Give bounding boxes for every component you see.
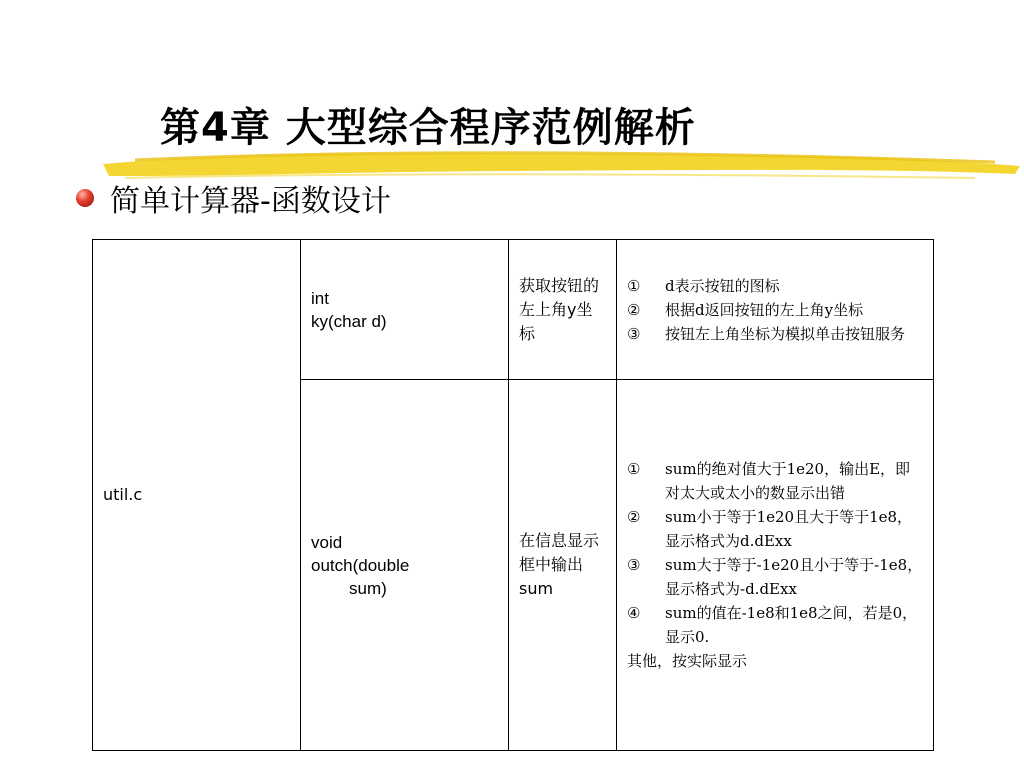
function-signature: outch(double — [311, 555, 410, 575]
item-text: 根据d返回按钮的左上角y坐标 — [665, 300, 864, 319]
purpose-cell — [509, 380, 617, 751]
item-number: ② — [627, 300, 641, 319]
subtitle: 简单计算器-函数设计 — [110, 184, 391, 219]
function-cell — [301, 380, 509, 751]
item-text: sum大于等于-1e20且小于等于-1e8，显示格式为-d.dExx — [665, 556, 923, 598]
list-item — [627, 505, 925, 553]
item-number: ③ — [627, 556, 641, 574]
red-bullet-icon — [76, 189, 94, 207]
description-cell — [617, 240, 934, 380]
function-signature-continued: sum) — [349, 578, 387, 598]
list-item — [627, 601, 925, 649]
item-text: sum的绝对值大于1e20，输出E，即对太大或太小的数显示出错 — [665, 460, 911, 502]
list-item — [627, 553, 925, 601]
function-purpose: 在信息显示框中输出sum — [519, 531, 600, 598]
list-item — [627, 457, 925, 505]
function-return-type: int — [311, 288, 329, 308]
item-number: ③ — [627, 324, 641, 343]
table-row — [93, 240, 934, 380]
function-return-type: void — [311, 532, 343, 552]
extra-note: 其他，按实际显示 — [627, 652, 748, 670]
item-text: 按钮左上角坐标为模拟单击按钮服务 — [665, 324, 906, 343]
list-item — [627, 322, 925, 346]
file-name: util.c — [103, 485, 143, 504]
function-cell — [301, 240, 509, 380]
description-cell — [617, 380, 934, 751]
function-table — [92, 239, 934, 751]
item-text: sum小于等于1e20且大于等于1e8，显示格式为d.dExx — [665, 508, 913, 550]
list-item — [627, 298, 925, 322]
item-number: ① — [627, 276, 641, 295]
list-item — [627, 274, 925, 298]
item-number: ② — [627, 508, 641, 526]
item-number: ① — [627, 460, 641, 478]
item-text: sum的值在-1e8和1e8之间，若是0，显示0. — [665, 604, 918, 646]
function-purpose: 获取按钮的左上角y坐标 — [519, 275, 600, 343]
function-signature: ky(char d) — [311, 311, 387, 331]
file-name-cell — [93, 240, 301, 751]
item-text: d表示按钮的图标 — [665, 276, 780, 295]
item-number: ④ — [627, 604, 641, 622]
purpose-cell — [509, 240, 617, 380]
page-title: 第4章 大型综合程序范例解析 — [160, 105, 696, 151]
